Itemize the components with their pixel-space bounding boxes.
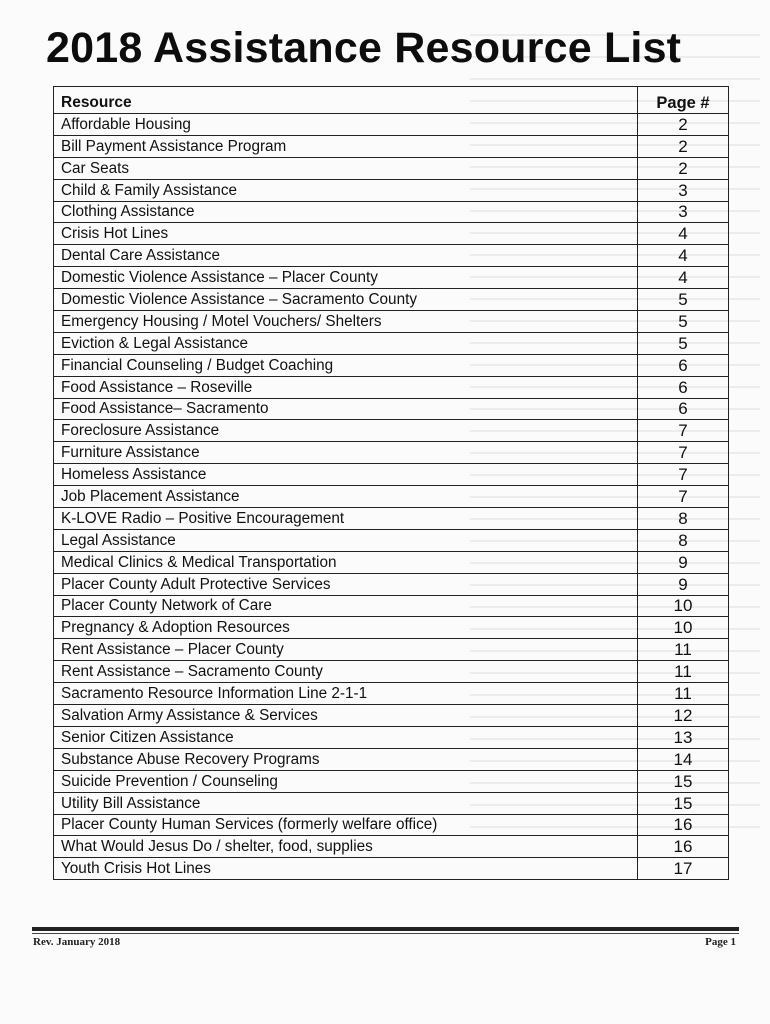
page-number-cell: 13 bbox=[638, 726, 729, 748]
page-number-cell: 2 bbox=[638, 157, 729, 179]
resource-table-container bbox=[53, 86, 728, 880]
page-number-cell: 9 bbox=[638, 573, 729, 595]
table-row bbox=[54, 245, 729, 267]
page-number-cell: 5 bbox=[638, 311, 729, 333]
page-number-cell: 3 bbox=[638, 201, 729, 223]
page-number-cell: 7 bbox=[638, 420, 729, 442]
table-row bbox=[54, 420, 729, 442]
resource-cell: K-LOVE Radio – Positive Encouragement bbox=[54, 508, 638, 530]
table-row bbox=[54, 836, 729, 858]
page-number-cell: 15 bbox=[638, 792, 729, 814]
table-row bbox=[54, 223, 729, 245]
page-number-cell: 17 bbox=[638, 858, 729, 880]
table-row bbox=[54, 705, 729, 727]
page-number-cell: 6 bbox=[638, 398, 729, 420]
table-row bbox=[54, 529, 729, 551]
page-number-cell: 3 bbox=[638, 179, 729, 201]
table-row bbox=[54, 683, 729, 705]
resource-cell: Food Assistance– Sacramento bbox=[54, 398, 638, 420]
page-title: 2018 Assistance Resource List bbox=[46, 24, 682, 72]
page-number-cell: 8 bbox=[638, 529, 729, 551]
page-number-cell: 16 bbox=[638, 814, 729, 836]
table-row bbox=[54, 661, 729, 683]
page-number-cell: 4 bbox=[638, 245, 729, 267]
resource-cell: Rent Assistance – Placer County bbox=[54, 639, 638, 661]
resource-table bbox=[53, 86, 729, 880]
table-row bbox=[54, 748, 729, 770]
footer-rule-thin bbox=[32, 933, 739, 934]
resource-cell: Youth Crisis Hot Lines bbox=[54, 858, 638, 880]
page-number-cell: 5 bbox=[638, 332, 729, 354]
resource-cell: Domestic Violence Assistance – Placer County bbox=[54, 267, 638, 289]
table-row bbox=[54, 201, 729, 223]
table-row bbox=[54, 267, 729, 289]
page-number-cell: 2 bbox=[638, 135, 729, 157]
page-number-cell: 12 bbox=[638, 705, 729, 727]
resource-cell: Bill Payment Assistance Program bbox=[54, 135, 638, 157]
resource-cell: Crisis Hot Lines bbox=[54, 223, 638, 245]
table-row bbox=[54, 617, 729, 639]
table-row bbox=[54, 726, 729, 748]
table-row bbox=[54, 376, 729, 398]
resource-cell: Financial Counseling / Budget Coaching bbox=[54, 354, 638, 376]
page-number-cell: 11 bbox=[638, 639, 729, 661]
resource-cell: Foreclosure Assistance bbox=[54, 420, 638, 442]
column-header-page: Page # bbox=[638, 87, 729, 114]
page-number-cell: 4 bbox=[638, 223, 729, 245]
resource-cell: Suicide Prevention / Counseling bbox=[54, 770, 638, 792]
page-number-cell: 9 bbox=[638, 551, 729, 573]
revision-date: Rev. January 2018 bbox=[33, 936, 121, 948]
resource-cell: Job Placement Assistance bbox=[54, 486, 638, 508]
resource-cell: Affordable Housing bbox=[54, 114, 638, 136]
table-row bbox=[54, 332, 729, 354]
table-row bbox=[54, 311, 729, 333]
table-row bbox=[54, 354, 729, 376]
resource-cell: Child & Family Assistance bbox=[54, 179, 638, 201]
resource-cell: Senior Citizen Assistance bbox=[54, 726, 638, 748]
resource-cell: Sacramento Resource Information Line 2-1-1 bbox=[54, 683, 638, 705]
resource-cell: Homeless Assistance bbox=[54, 464, 638, 486]
resource-cell: Placer County Human Services (formerly welfare office) bbox=[54, 814, 638, 836]
page-number-cell: 14 bbox=[638, 748, 729, 770]
resource-cell: Salvation Army Assistance & Services bbox=[54, 705, 638, 727]
table-row bbox=[54, 179, 729, 201]
table-row bbox=[54, 114, 729, 136]
table-body bbox=[54, 114, 729, 880]
resource-cell: What Would Jesus Do / shelter, food, supplies bbox=[54, 836, 638, 858]
table-row bbox=[54, 442, 729, 464]
resource-cell: Food Assistance – Roseville bbox=[54, 376, 638, 398]
page-number-cell: 11 bbox=[638, 661, 729, 683]
footer-rule bbox=[32, 927, 739, 931]
table-row bbox=[54, 464, 729, 486]
page-number-cell: 16 bbox=[638, 836, 729, 858]
table-row bbox=[54, 573, 729, 595]
table-row bbox=[54, 486, 729, 508]
resource-cell: Placer County Network of Care bbox=[54, 595, 638, 617]
resource-cell: Domestic Violence Assistance – Sacramento County bbox=[54, 289, 638, 311]
resource-cell: Car Seats bbox=[54, 157, 638, 179]
page-number-cell: 7 bbox=[638, 442, 729, 464]
table-row bbox=[54, 792, 729, 814]
resource-cell: Substance Abuse Recovery Programs bbox=[54, 748, 638, 770]
table-row bbox=[54, 289, 729, 311]
resource-cell: Pregnancy & Adoption Resources bbox=[54, 617, 638, 639]
table-row bbox=[54, 157, 729, 179]
page-number-cell: 11 bbox=[638, 683, 729, 705]
page-number-cell: 8 bbox=[638, 508, 729, 530]
page-number-cell: 10 bbox=[638, 617, 729, 639]
resource-cell: Furniture Assistance bbox=[54, 442, 638, 464]
table-header-row bbox=[54, 87, 729, 114]
column-header-resource: Resource bbox=[54, 87, 638, 114]
resource-cell: Dental Care Assistance bbox=[54, 245, 638, 267]
resource-cell: Rent Assistance – Sacramento County bbox=[54, 661, 638, 683]
page-number-cell: 7 bbox=[638, 464, 729, 486]
resource-cell: Clothing Assistance bbox=[54, 201, 638, 223]
resource-cell: Eviction & Legal Assistance bbox=[54, 332, 638, 354]
resource-cell: Legal Assistance bbox=[54, 529, 638, 551]
table-row bbox=[54, 551, 729, 573]
table-row bbox=[54, 595, 729, 617]
table-row bbox=[54, 135, 729, 157]
page-number: Page 1 bbox=[705, 936, 736, 948]
page-number-cell: 10 bbox=[638, 595, 729, 617]
page-number-cell: 2 bbox=[638, 114, 729, 136]
table-row bbox=[54, 814, 729, 836]
resource-cell: Emergency Housing / Motel Vouchers/ Shelters bbox=[54, 311, 638, 333]
page-number-cell: 4 bbox=[638, 267, 729, 289]
page-number-cell: 5 bbox=[638, 289, 729, 311]
table-row bbox=[54, 770, 729, 792]
page-number-cell: 7 bbox=[638, 486, 729, 508]
table-row bbox=[54, 858, 729, 880]
page-number-cell: 15 bbox=[638, 770, 729, 792]
resource-cell: Medical Clinics & Medical Transportation bbox=[54, 551, 638, 573]
table-row bbox=[54, 639, 729, 661]
page-number-cell: 6 bbox=[638, 354, 729, 376]
resource-cell: Utility Bill Assistance bbox=[54, 792, 638, 814]
table-row bbox=[54, 398, 729, 420]
table-row bbox=[54, 508, 729, 530]
page-number-cell: 6 bbox=[638, 376, 729, 398]
resource-cell: Placer County Adult Protective Services bbox=[54, 573, 638, 595]
